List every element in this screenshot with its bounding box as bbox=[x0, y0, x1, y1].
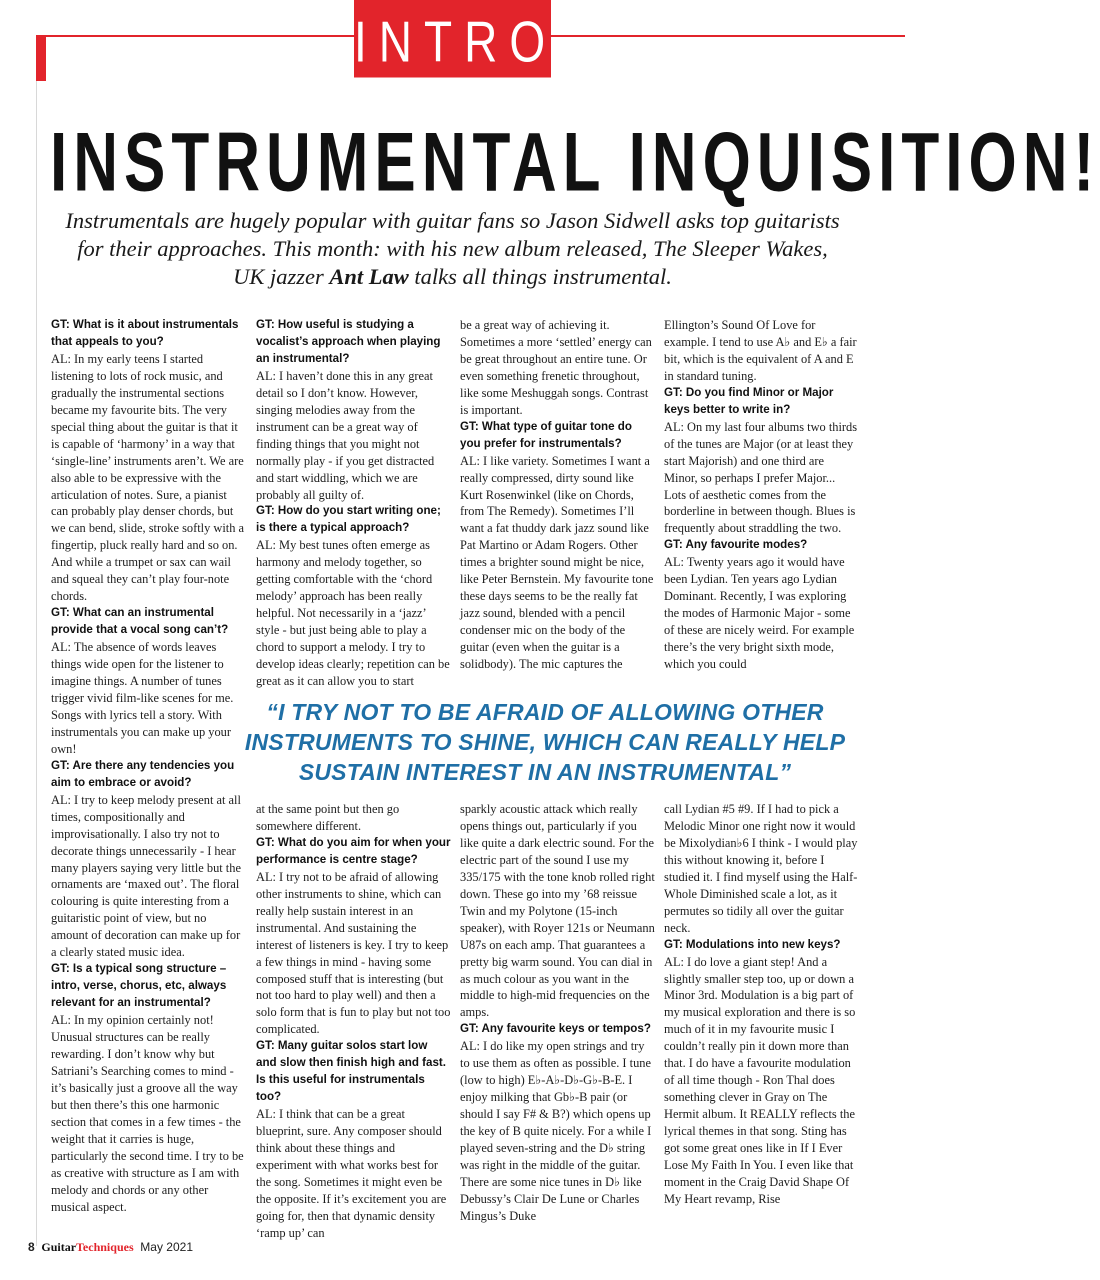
question: GT: Any favourite modes? bbox=[664, 538, 808, 552]
answer: AL: On my last four albums two thirds of the tunes are Major (or at least they start Majorish) and one third are Minor, so perhaps I prefer Major... Lots of aesthetic comes from the borderline in between though. Blues is frequently about straddling the two. bbox=[664, 419, 858, 536]
answer: be a great way of achieving it. Sometimes a more ‘settled’ energy can be great throughout an entire tune. Or even something frenetic throughout, like some Meshuggah songs. Contrast is important. bbox=[460, 318, 652, 417]
pull-quote: “I TRY NOT TO BE AFRAID OF ALLOWING OTHER INSTRUMENTS TO SHINE, WHICH CAN REALLY HELP SUSTAIN INTEREST IN AN INSTRUMENTAL” bbox=[244, 699, 846, 785]
answer: Ellington’s Sound Of Love for example. I tend to use A♭ and E♭ a fair bit, which is the equivalent of A and E in standard tuning. bbox=[664, 318, 857, 383]
answer: AL: I like variety. Sometimes I want a really compressed, dirty sound like Kurt Rosenwinkel (like on Chords, from The Remedy). Sometimes I’ll want a fat thuddy dark jazz sound like Pat Martino or Adam Rogers. Other times a brighter sound might be nice, like Peter Bernstein. My favourite tone these days seems to be the really fat jazz sound, blended with a pencil condenser mic on the body of the guitar (even when the guitar is a solidbody). The mic captures the bbox=[460, 453, 654, 672]
answer: sparkly acoustic attack which really opens things out, particularly if you like quite a dark electric sound. For the electric part of the sound I use my 335/175 with the tone knob rolled right down. These go into my ’68 reissue Twin and my Polytone (15-inch speaker), with Royer 121s or Neumann U87s on each amp. That guarantees a pretty big warm sound. You can dial in as much colour as you want in the middle to high-mid frequencies on the amps. bbox=[460, 802, 655, 1020]
answer: AL: My best tunes often emerge as harmony and melody together, so getting comfortable with the ‘chord melody’ approach has been really helpful. Not necessarily in a ‘jazz’ style - but just being able to play a chord to support a melody. I try to develop ideas clearly; repetition can be great as it can allow you to start bbox=[256, 538, 450, 689]
answer: at the same point but then go somewhere different. bbox=[256, 802, 400, 833]
question: GT: What is it about instrumentals that appeals to you? bbox=[51, 318, 239, 348]
answer: AL: I do love a giant step! And a slightly smaller step too, up or down a Minor 3rd. Modulation is a big part of my musical exploration and there is so much of it in my favourite music I couldn’t really pin it down more than that. I do have a favourite modulation of all time though - Ron Thal does something clever in Gray on The Hermit album. It REALLY reflects the lyrical themes in that song. Sting has got some great ones like in If I Ever Lose My Faith In You. I even like that moment in the Craig David Shape Of My Heart revamp, Rise bbox=[664, 954, 856, 1206]
section-tab: INTRO bbox=[354, 0, 551, 78]
answer: AL: Twenty years ago it would have been Lydian. Ten years ago Lydian Dominant. Recently, I was exploring the modes of Harmonic Major - some of these are nicely weird. For example there’s the very bright sixth mode, which you could bbox=[664, 555, 855, 672]
question: GT: Is a typical song structure – intro, verse, chorus, etc, always relevant for an instrumental? bbox=[51, 962, 227, 1010]
standfirst-name: Ant Law bbox=[329, 264, 409, 289]
question: GT: What type of guitar tone do you prefer for instrumentals? bbox=[460, 419, 632, 450]
magazine-name bbox=[41, 1240, 133, 1254]
question: GT: How do you start writing one; is there a typical approach? bbox=[256, 504, 441, 535]
column-4-top bbox=[664, 317, 859, 673]
question: GT: How useful is studying a vocalist’s approach when playing an instrumental? bbox=[256, 318, 441, 365]
answer: call Lydian #5 #9. If I had to pick a Melodic Minor one right now it would be Mixolydian♭6 I think - I would play this without knowing it, before I studied it. I find myself using the Half-Whole Diminished scale a lot, as it permutes so tidily all over the guitar neck. bbox=[664, 802, 858, 935]
answer: AL: I think that can be a great blueprint, sure. Any composer should think about these things and experiment with what works best for the song. Sometimes it might even be the opposite. If it’s excitement you are going for, then that dynamic density ‘ramp up’ can bbox=[256, 1107, 447, 1240]
column-2-top bbox=[256, 317, 451, 690]
headline: INSTRUMENTAL INQUISITION! bbox=[50, 116, 1100, 210]
answer: AL: I try to keep melody present at all times, compositionally and improvisationally. I also try not to decorate things unnecessarily - I hear many players saying very little but the ornaments are ‘maxed out’. The floral colouring is quite interesting from a guitaristic point of view, but no amount of decoration can make up for a clearly stated music idea. bbox=[51, 792, 241, 960]
issue-date: May 2021 bbox=[140, 1240, 193, 1254]
question: GT: Do you find Minor or Major keys better to write in? bbox=[664, 385, 834, 416]
column-3-bottom bbox=[460, 801, 655, 1225]
answer: AL: In my opinion certainly not! Unusual structures can be really rewarding. I don’t know why but Satriani’s Searching comes to mind - it’s basically just a groove all the way but then there’s this one harmonic section that comes in a few times - the weight that it carries is huge, particularly the second time. I try to be as creative with structure as I am with melody and chords or any other musical aspect. bbox=[51, 1013, 244, 1214]
standfirst-text-1: Instrumentals are hugely popular with guitar fans so Jason Sidwell asks top guitarists for their approaches. This month: with his new album released, The Sleeper Wakes, UK jazzer bbox=[65, 208, 840, 289]
page-number: 8 bbox=[28, 1240, 35, 1254]
column-4-bottom bbox=[664, 801, 859, 1208]
question: GT: Many guitar solos start low and slow then finish high and fast. Is this useful for instrumentals too? bbox=[256, 1039, 447, 1104]
page-margin-rule bbox=[36, 81, 37, 1246]
standfirst-text-2: talks all things instrumental. bbox=[408, 264, 672, 289]
question: GT: Are there any tendencies you aim to embrace or avoid? bbox=[51, 758, 235, 789]
magazine-name-part1: Guitar bbox=[41, 1240, 77, 1254]
standfirst bbox=[60, 207, 845, 291]
question: GT: What can an instrumental provide that a vocal song can’t? bbox=[51, 606, 229, 637]
answer: AL: I try not to be afraid of allowing other instruments to shine, which can really help sustain interest in an instrumental. And sustaining the interest of listeners is key. I try to keep a few things in mind - having some composed stuff that is interesting (but not too hard to play well) and then a solo form that is fun to play but not too complicated. bbox=[256, 869, 451, 1037]
magazine-name-part2: Techniques bbox=[76, 1240, 134, 1254]
question: GT: What do you aim for when your performance is centre stage? bbox=[256, 835, 451, 866]
answer: AL: I do like my open strings and try to use them as often as possible. I tune (low to high) E♭-A♭-D♭-G♭-B-E. I enjoy milking that Gb♭-B pair (or should I say F# & B?) which opens up the key of B quite nicely. For a while I played seven-string and the D♭ string was right in the middle of the guitar. There are some nice tunes in D♭ like Debussy’s Clair De Lune or Charles Mingus’s Duke bbox=[460, 1039, 652, 1223]
column-2-bottom bbox=[256, 801, 451, 1242]
column-3-top bbox=[460, 317, 655, 673]
answer: AL: I haven’t done this in any great detail so I don’t know. However, singing melodies away from the instrument can be a great way of finding things that you might not normally play - if you get distracted and start widdling, which we are probably all guilty of. bbox=[256, 368, 435, 502]
question: GT: Any favourite keys or tempos? bbox=[460, 1022, 651, 1036]
answer: AL: In my early teens I started listening to lots of rock music, and gradually the instrumental sections became my favourite bits. The very special thing about the guitar is that it is capable of ‘harmony’ in a way that ‘single-line’ instruments aren’t. We are also able to be expressive with the articulation of notes. Sure, a pianist can probably play denser chords, but we can bend, slide, stroke softly with a fingertip, pluck really hard and so on. And while a trumpet or sax can wail and squeal they can’t play four-note chords. bbox=[51, 351, 245, 604]
column-1 bbox=[51, 317, 246, 1216]
question: GT: Modulations into new keys? bbox=[664, 937, 841, 951]
section-edge-bar bbox=[36, 35, 46, 81]
answer: AL: The absence of words leaves things wide open for the listener to imagine things. A number of tunes trigger vivid film-like scenes for me. Songs with lyrics tell a story. With instrumentals you can make up your own! bbox=[51, 640, 234, 756]
page-footer bbox=[28, 1240, 193, 1255]
